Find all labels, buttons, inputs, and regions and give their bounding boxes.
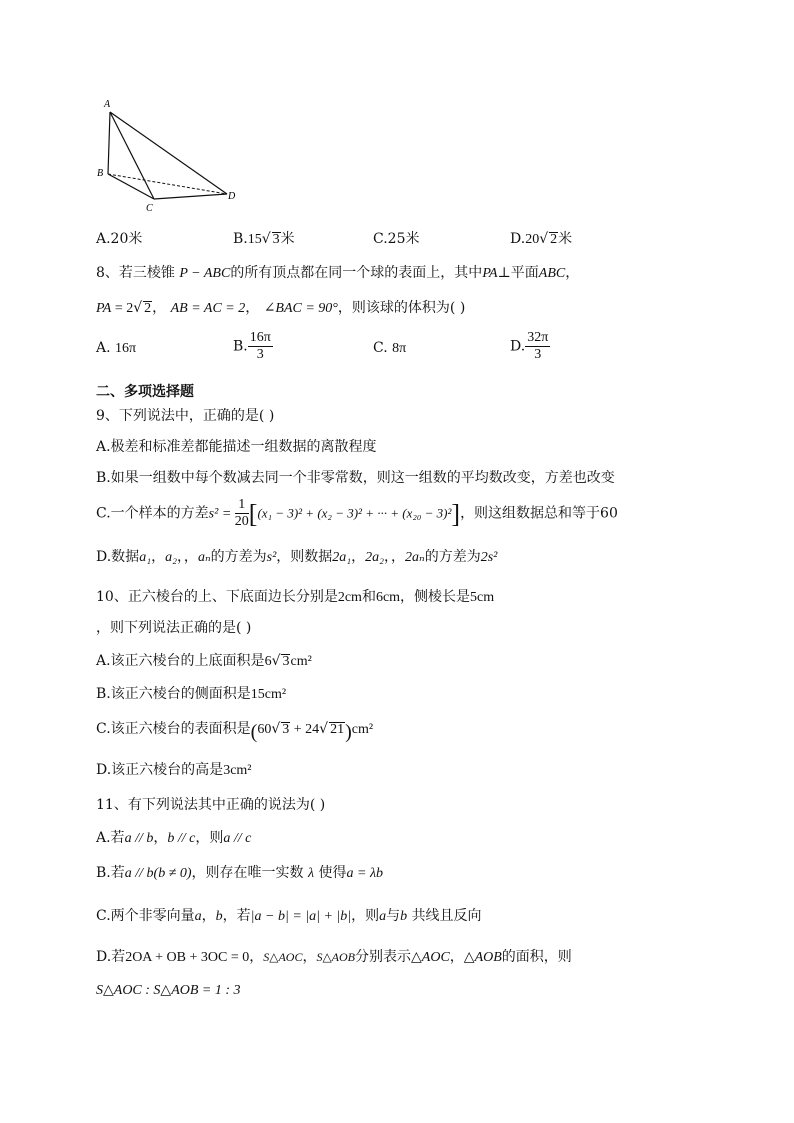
q10-option-a: A.该正六棱台的上底面积是6√ 3cm² <box>96 653 312 669</box>
vertex-label-b: B <box>97 168 104 179</box>
q10-option-d: D.该正六棱台的高是3cm² <box>96 762 252 778</box>
q9-option-d: D.数据a₁，a₂，，aₙ的方差为s²，则数据2a₁，2a₂，，2aₙ的方差为2s² <box>96 549 498 565</box>
q11-stem: 11、有下列说法其中正确的说法为( ) <box>96 797 326 813</box>
pyramid-figure <box>96 96 246 216</box>
q10-stem-line2: ，则下列说法正确的是( ) <box>96 620 252 636</box>
q9-option-a: A.极差和标准差都能描述一组数据的离散程度 <box>96 439 377 455</box>
q10-option-b: B.该正六棱台的侧面积是15cm² <box>96 686 287 702</box>
q8-option-d: D. $\frac{32\pi}{3}$ <box>510 330 549 362</box>
vertex-label-c: C <box>146 203 153 214</box>
q8-stem-line2: PA = 2√ 2， AB = AC = 2， ∠BAC = 90°，则该球的体积为( ) <box>96 300 466 316</box>
q11-option-b: B.若a // b(b ≠ 0)，则存在唯一实数 λ 使得a = λb <box>96 865 384 881</box>
q8-option-c: C. 8π <box>373 340 407 356</box>
q7-option-b: B.15√ 3米 <box>233 231 295 247</box>
q8-option-b: B. $\frac{16\pi}{3}$ <box>233 330 271 362</box>
q8-option-a: A. 16π <box>96 340 137 356</box>
q7-option-c: C.25米 <box>373 231 420 247</box>
q11-option-a: A.若a // b，b // c，则a // c <box>96 830 252 846</box>
q7-option-a: A.20米 <box>96 231 143 247</box>
q7-option-d: D.20√ 2米 <box>510 231 573 247</box>
q11-option-d-result: S△AOC : S△AOB = 1 : 3 <box>96 983 241 998</box>
q8-stem-line1: 8、若三棱锥 P − ABC的所有顶点都在同一个球的表面上，其中PA⊥平面ABC， <box>96 265 580 281</box>
q10-stem-line1: 10、正六棱台的上、下底面边长分别是2cm和6cm，侧棱长是5cm <box>96 589 495 605</box>
q10-option-c: C.该正六棱台的表面积是(60√ 3 + 24√ 21)cm² <box>96 721 374 743</box>
vertex-label-d: D <box>228 191 236 202</box>
q11-option-d: D.若2OA + OB + 3OC = 0，S△AOC，S△AOB分别表示△AOC，△AOB的面积，则 <box>96 949 572 965</box>
q11-option-c: C.两个非零向量a，b，若|a − b| = |a| + |b|，则a与b 共线且反向 <box>96 908 482 924</box>
vertex-label-a: A <box>104 99 111 110</box>
section-title: 二、多项选择题 <box>96 384 194 400</box>
q9-stem: 9、下列说法中，正确的是( ) <box>96 408 275 424</box>
q9-option-c: C.一个样本的方差s² = $\frac{1}{20}$ [(x₁ − 3)² + (x₂ − 3)² + ··· + (x₂₀ − 3)²]，则这组数据总和等于60 <box>96 497 618 529</box>
q9-option-b: B.如果一组数中每个数减去同一个非零常数，则这一组数的平均数改变，方差也改变 <box>96 470 615 486</box>
